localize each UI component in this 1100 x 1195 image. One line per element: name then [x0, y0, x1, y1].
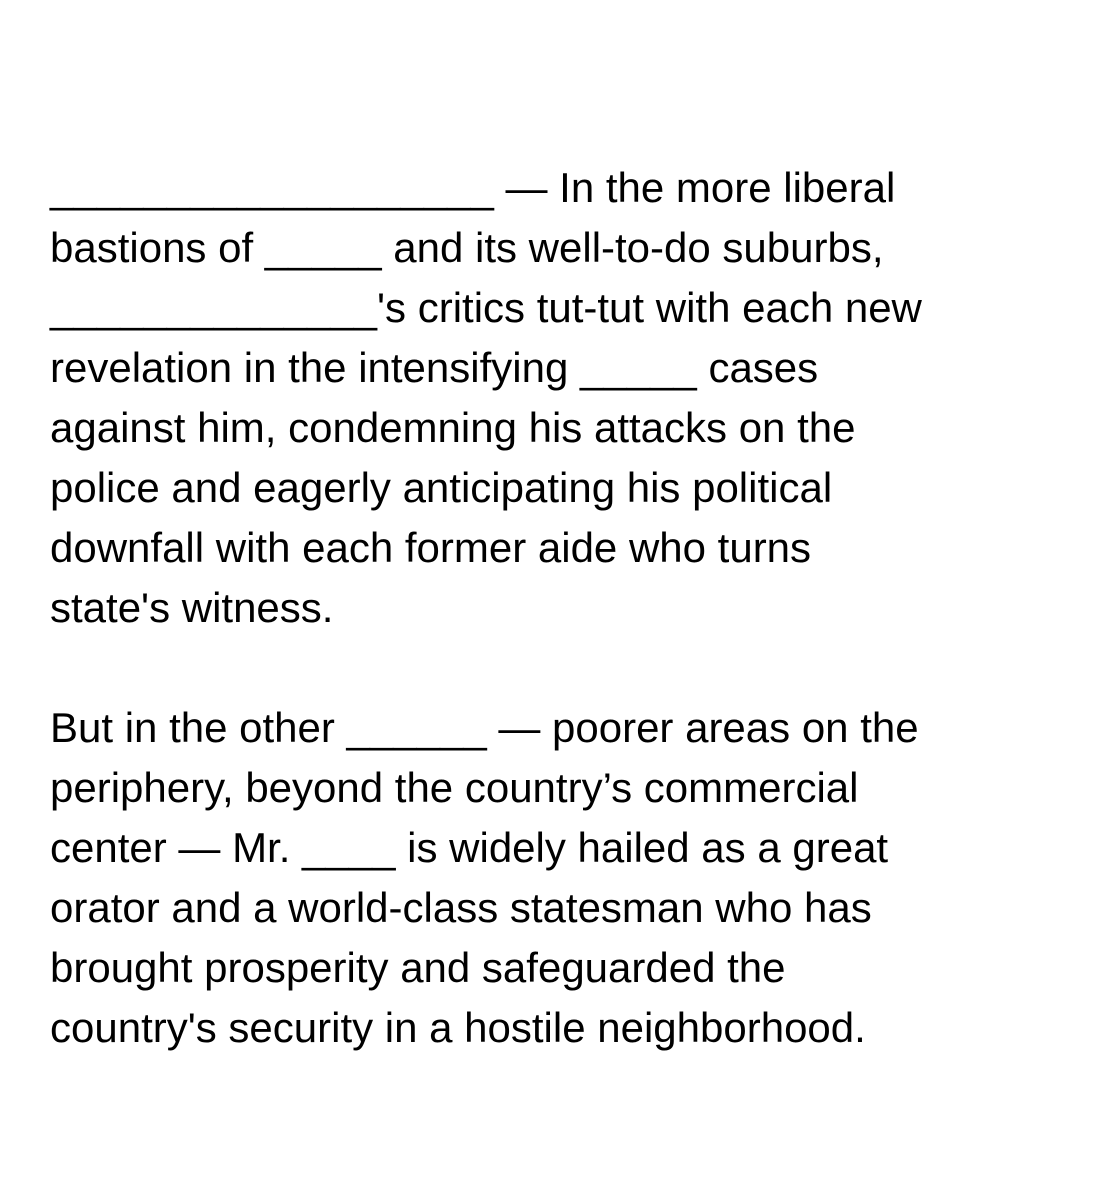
text-line: downfall with each former aide who turns	[50, 524, 812, 571]
text-line: bastions of _____ and its well-to-do suburbs,	[50, 224, 884, 271]
article-text	[50, 158, 1060, 1058]
text-line: state's witness.	[50, 584, 334, 631]
text-line: periphery, beyond the country’s commercial	[50, 764, 859, 811]
paragraph-break	[50, 638, 1060, 698]
text-line: ______________'s critics tut-tut with each new	[50, 284, 922, 331]
text-line: center — Mr. ____ is widely hailed as a great	[50, 824, 889, 871]
text-line: ___________________ — In the more liberal	[50, 164, 896, 211]
text-line: against him, condemning his attacks on the	[50, 404, 856, 451]
paragraph-2	[50, 698, 1060, 1058]
text-line: But in the other ______ — poorer areas on the	[50, 704, 919, 751]
text-line: police and eagerly anticipating his political	[50, 464, 833, 511]
text-line: country's security in a hostile neighborhood.	[50, 1004, 866, 1051]
paragraph-1	[50, 158, 1060, 638]
text-line: revelation in the intensifying _____ cases	[50, 344, 819, 391]
text-line: orator and a world-class statesman who has	[50, 884, 872, 931]
text-line: brought prosperity and safeguarded the	[50, 944, 786, 991]
